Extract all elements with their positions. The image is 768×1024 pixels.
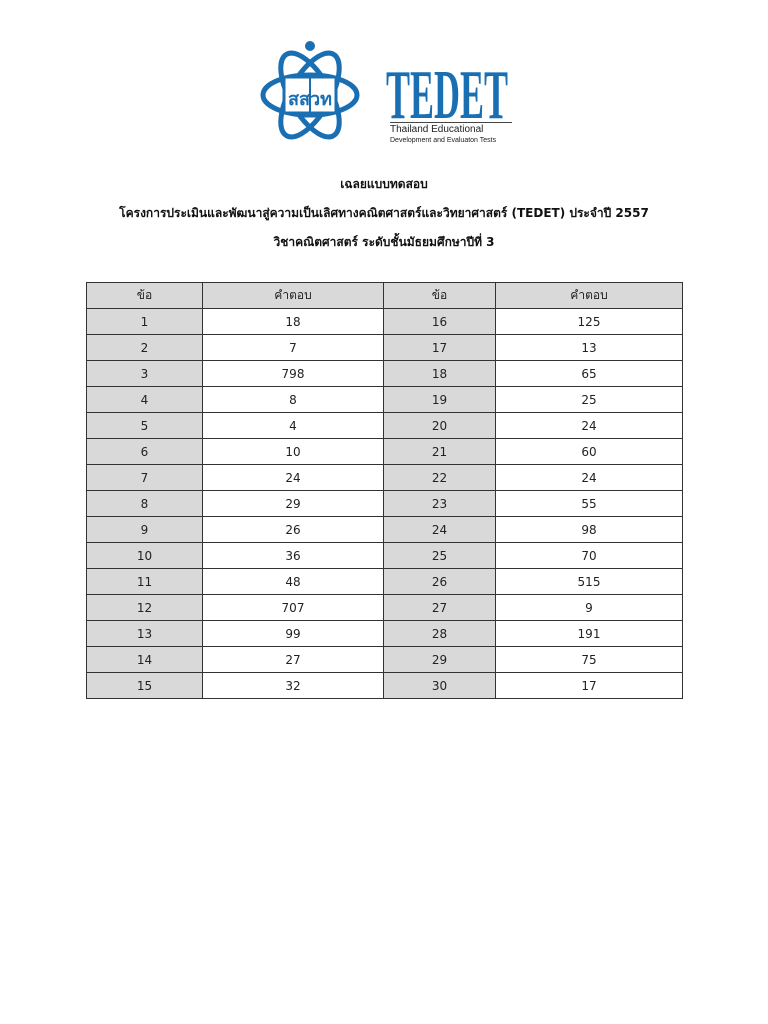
table-row bbox=[87, 439, 683, 465]
item-number-cell: 27 bbox=[384, 595, 496, 621]
table-header-row bbox=[87, 283, 683, 309]
tedet-tagline-2: Development and Evaluaton Tests bbox=[390, 137, 497, 144]
answer-cell: 125 bbox=[496, 309, 683, 335]
document-heading bbox=[0, 175, 768, 262]
item-number-cell: 12 bbox=[87, 595, 203, 621]
table-row bbox=[87, 413, 683, 439]
item-number-cell: 23 bbox=[384, 491, 496, 517]
answer-cell: 65 bbox=[496, 361, 683, 387]
item-number-cell: 6 bbox=[87, 439, 203, 465]
item-number-cell: 14 bbox=[87, 647, 203, 673]
item-number-cell: 24 bbox=[384, 517, 496, 543]
answer-cell: 515 bbox=[496, 569, 683, 595]
item-number-cell: 2 bbox=[87, 335, 203, 361]
answer-cell: 99 bbox=[203, 621, 384, 647]
tedet-word-text: TEDET bbox=[386, 57, 508, 122]
ipst-logo-text: สสวท bbox=[288, 89, 332, 110]
item-number-cell: 10 bbox=[87, 543, 203, 569]
item-number-cell: 30 bbox=[384, 673, 496, 699]
table-row bbox=[87, 361, 683, 387]
answer-cell: 98 bbox=[496, 517, 683, 543]
table-row bbox=[87, 387, 683, 413]
answer-cell: 60 bbox=[496, 439, 683, 465]
table-row bbox=[87, 621, 683, 647]
item-number-cell: 1 bbox=[87, 309, 203, 335]
logo-header bbox=[0, 38, 768, 153]
answer-cell: 36 bbox=[203, 543, 384, 569]
answer-cell: 55 bbox=[496, 491, 683, 517]
item-number-cell: 9 bbox=[87, 517, 203, 543]
answer-cell: 48 bbox=[203, 569, 384, 595]
header-item-no: ข้อ bbox=[87, 283, 203, 309]
header-item-no: ข้อ bbox=[384, 283, 496, 309]
table-row bbox=[87, 309, 683, 335]
item-number-cell: 29 bbox=[384, 647, 496, 673]
answer-cell: 18 bbox=[203, 309, 384, 335]
item-number-cell: 3 bbox=[87, 361, 203, 387]
table-row bbox=[87, 569, 683, 595]
item-number-cell: 16 bbox=[384, 309, 496, 335]
item-number-cell: 13 bbox=[87, 621, 203, 647]
answer-cell: 707 bbox=[203, 595, 384, 621]
item-number-cell: 20 bbox=[384, 413, 496, 439]
item-number-cell: 21 bbox=[384, 439, 496, 465]
table-row bbox=[87, 335, 683, 361]
answer-key-table bbox=[86, 282, 683, 699]
answer-cell: 191 bbox=[496, 621, 683, 647]
heading-line-3: วิชาคณิตศาสตร์ ระดับชั้นมัธยมศึกษาปีที่ 3 bbox=[273, 235, 495, 249]
answer-cell: 10 bbox=[203, 439, 384, 465]
item-number-cell: 17 bbox=[384, 335, 496, 361]
answer-cell: 9 bbox=[496, 595, 683, 621]
table-row bbox=[87, 673, 683, 699]
item-number-cell: 28 bbox=[384, 621, 496, 647]
answer-cell: 8 bbox=[203, 387, 384, 413]
answer-cell: 24 bbox=[496, 413, 683, 439]
table-row bbox=[87, 491, 683, 517]
item-number-cell: 26 bbox=[384, 569, 496, 595]
item-number-cell: 22 bbox=[384, 465, 496, 491]
item-number-cell: 25 bbox=[384, 543, 496, 569]
answer-cell: 26 bbox=[203, 517, 384, 543]
item-number-cell: 18 bbox=[384, 361, 496, 387]
item-number-cell: 7 bbox=[87, 465, 203, 491]
table-row bbox=[87, 647, 683, 673]
item-number-cell: 11 bbox=[87, 569, 203, 595]
tedet-logo bbox=[384, 56, 510, 148]
answer-cell: 798 bbox=[203, 361, 384, 387]
item-number-cell: 8 bbox=[87, 491, 203, 517]
item-number-cell: 5 bbox=[87, 413, 203, 439]
answer-cell: 27 bbox=[203, 647, 384, 673]
answer-cell: 29 bbox=[203, 491, 384, 517]
answer-cell: 75 bbox=[496, 647, 683, 673]
table-row bbox=[87, 465, 683, 491]
item-number-cell: 15 bbox=[87, 673, 203, 699]
ipst-logo bbox=[260, 41, 360, 149]
item-number-cell: 4 bbox=[87, 387, 203, 413]
tedet-wordmark bbox=[384, 56, 510, 122]
answer-cell: 25 bbox=[496, 387, 683, 413]
header-answer: คำตอบ bbox=[203, 283, 384, 309]
heading-line-1: เฉลยแบบทดสอบ bbox=[340, 177, 428, 191]
answer-cell: 7 bbox=[203, 335, 384, 361]
table-row bbox=[87, 595, 683, 621]
table-row bbox=[87, 517, 683, 543]
answer-cell: 70 bbox=[496, 543, 683, 569]
answer-cell: 13 bbox=[496, 335, 683, 361]
item-number-cell: 19 bbox=[384, 387, 496, 413]
answer-cell: 24 bbox=[496, 465, 683, 491]
answer-cell: 24 bbox=[203, 465, 384, 491]
answer-cell: 32 bbox=[203, 673, 384, 699]
header-answer: คำตอบ bbox=[496, 283, 683, 309]
answer-cell: 4 bbox=[203, 413, 384, 439]
heading-line-2: โครงการประเมินและพัฒนาสู่ความเป็นเลิศทางคณิตศาสตร์และวิทยาศาสตร์ (TEDET) ประจำปี 2557 bbox=[119, 206, 649, 220]
tedet-tagline-1: Thailand Educational bbox=[390, 122, 512, 135]
answer-cell: 17 bbox=[496, 673, 683, 699]
table-row bbox=[87, 543, 683, 569]
